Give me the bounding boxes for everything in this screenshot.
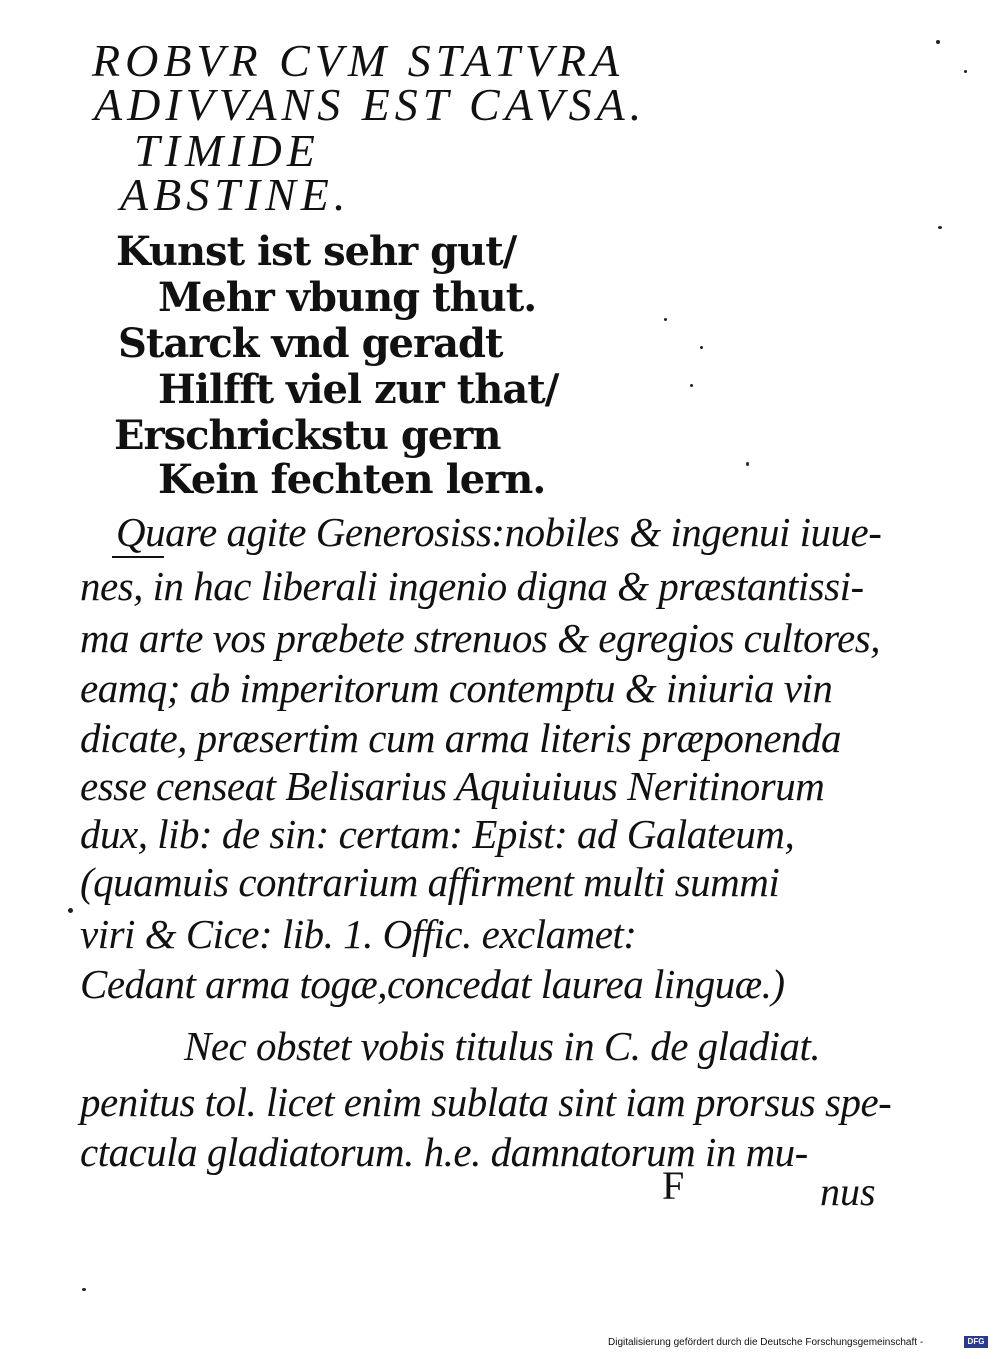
verse-line-5: Erschrickstu gern (114, 412, 501, 459)
motto-line-2: ADIVVANS EST CAVSA. (94, 79, 647, 130)
latin-line-6: esse censeat Belisarius Aquiuiuus Neritinorum (80, 763, 825, 809)
scan-speck (746, 462, 749, 466)
latin-line-11: Nec obstet vobis titulus in C. de gladiat. (184, 1023, 821, 1069)
digitization-credit: Digitalisierung gefördert durch die Deutsche Forschungsgemeinschaft - (608, 1337, 924, 1348)
catchword: nus (820, 1169, 876, 1214)
latin-line-7: dux, lib: de sin: certam: Epist: ad Galateum, (80, 811, 795, 857)
latin-line-9: viri & Cice: lib. 1. Offic. exclamet: (80, 911, 637, 957)
scan-speck (936, 40, 940, 44)
latin-line-12: penitus tol. licet enim sublata sint iam prorsus spe- (80, 1079, 892, 1125)
latin-line-8: (quamuis contrarium affirment multi summi (80, 859, 780, 905)
scan-speck (82, 1288, 86, 1291)
motto-line-4: ABSTINE. (120, 169, 351, 220)
signature-mark: F (662, 1163, 685, 1208)
verse-line-6: Kein fechten lern. (158, 456, 546, 503)
latin-line-4: eamq; ab imperitorum contemptu & iniuria vin (80, 665, 833, 711)
scan-speck (700, 346, 703, 349)
verse-line-4: Hilfft viel zur that/ (158, 366, 559, 413)
latin-line-1: Quare agite Generosiss:nobiles & ingenui iuue- (116, 509, 882, 555)
verse-line-1: Kunst ist sehr gut/ (116, 228, 517, 275)
verse-line-3: Starck vnd geradt (118, 320, 503, 367)
motto-line-3: TIMIDE (134, 125, 320, 176)
dfg-logo: DFG (964, 1336, 988, 1348)
motto-line-1: ROBVR CVM STATVRA (92, 35, 625, 86)
latin-line-10: Cedant arma togæ,concedat laurea linguæ.) (80, 961, 785, 1007)
scan-speck (964, 70, 967, 73)
latin-line-5: dicate, præsertim cum arma literis præponenda (80, 715, 842, 761)
scan-speck (938, 226, 942, 229)
initial-underline (112, 556, 164, 558)
verse-line-2: Mehr vbung thut. (158, 274, 537, 321)
latin-line-2: nes, in hac liberali ingenio digna & præstantissi- (80, 563, 864, 609)
latin-line-3: ma arte vos præbete strenuos & egregios cultores, (80, 615, 880, 661)
latin-line-13: ctacula gladiatorum. h.e. damnatorum in mu- (80, 1129, 808, 1175)
scan-speck (68, 908, 73, 913)
scan-speck (690, 384, 693, 387)
scan-speck (664, 318, 667, 321)
